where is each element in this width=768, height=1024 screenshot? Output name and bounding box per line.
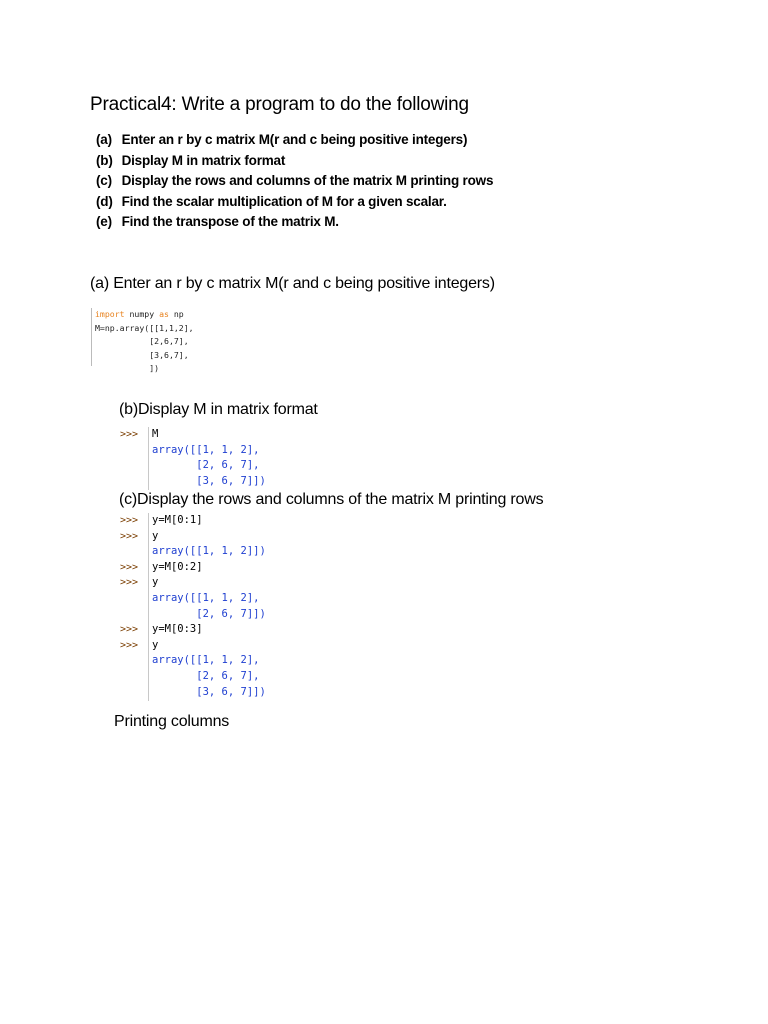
shell-prompt: >>> bbox=[120, 530, 139, 542]
shell-output: [3, 6, 7]]) bbox=[152, 474, 266, 487]
code-line: [2,6,7], bbox=[95, 336, 189, 346]
item-text: Find the transpose of the matrix M. bbox=[121, 214, 339, 230]
shell-prompt: >>> bbox=[120, 515, 139, 526]
shell-gutter bbox=[148, 427, 149, 490]
list-item bbox=[96, 151, 493, 172]
section-b-heading: (b)Display M in matrix format bbox=[119, 401, 318, 418]
list-item bbox=[96, 171, 493, 192]
code-snippet bbox=[91, 308, 231, 373]
keyword: import bbox=[95, 309, 125, 319]
item-label: (c) bbox=[96, 173, 112, 189]
code-text: np bbox=[168, 309, 184, 319]
shell-prompt: >>> bbox=[120, 561, 139, 573]
page-title: Practical4: Write a program to do the following bbox=[90, 94, 469, 115]
task-list bbox=[96, 130, 493, 233]
shell-input: y bbox=[152, 576, 159, 589]
item-label: (d) bbox=[96, 193, 113, 209]
item-text: Enter an r by c matrix M(r and c being positive integers) bbox=[121, 132, 468, 147]
section-a-heading: (a) Enter an r by c matrix M(r and c being positive integers) bbox=[90, 275, 495, 292]
code-line: M=np.array([[1,1,2], bbox=[95, 322, 194, 333]
shell-prompt: >>> bbox=[120, 639, 139, 651]
list-item bbox=[96, 212, 493, 233]
shell-output: [2, 6, 7], bbox=[152, 669, 260, 682]
shell-input: y=M[0:2] bbox=[152, 560, 203, 573]
item-text: Display the rows and columns of the matrix M printing rows bbox=[121, 173, 494, 189]
shell-output: array([[1, 1, 2], bbox=[152, 591, 260, 604]
item-label: (a) bbox=[96, 132, 112, 147]
item-label: (e) bbox=[96, 214, 112, 230]
shell-input: M bbox=[152, 428, 159, 440]
shell-output: [2, 6, 7], bbox=[152, 459, 260, 472]
list-item bbox=[96, 130, 493, 151]
list-item bbox=[96, 192, 493, 213]
shell-prompt: >>> bbox=[120, 429, 139, 440]
shell-input: y bbox=[152, 638, 159, 651]
item-text: Find the scalar multiplication of M for a given scalar. bbox=[121, 193, 447, 209]
shell-output: array([[1, 1, 2]]) bbox=[152, 545, 266, 558]
shell-output: [2, 6, 7]]) bbox=[152, 607, 266, 620]
printing-columns-heading: Printing columns bbox=[114, 713, 230, 730]
shell-output: array([[1, 1, 2], bbox=[152, 654, 260, 667]
shell-prompt: >>> bbox=[120, 624, 139, 636]
code-line bbox=[95, 308, 231, 322]
shell-gutter bbox=[148, 513, 149, 701]
code-line: ]) bbox=[95, 363, 160, 373]
shell-output: [3, 6, 7]]) bbox=[152, 685, 266, 698]
item-label: (b) bbox=[96, 152, 113, 168]
shell-prompt: >>> bbox=[120, 577, 139, 589]
section-c-heading: (c)Display the rows and columns of the matrix M printing rows bbox=[119, 491, 544, 508]
code-line: [3,6,7], bbox=[95, 349, 189, 360]
shell-input: y=M[0:3] bbox=[152, 623, 203, 636]
shell-input: y=M[0:1] bbox=[152, 514, 203, 526]
keyword: as bbox=[159, 309, 169, 319]
item-text: Display M in matrix format bbox=[121, 152, 286, 168]
shell-input: y bbox=[152, 529, 159, 542]
shell-output: array([[1, 1, 2], bbox=[152, 443, 260, 456]
code-text: numpy bbox=[124, 309, 160, 319]
